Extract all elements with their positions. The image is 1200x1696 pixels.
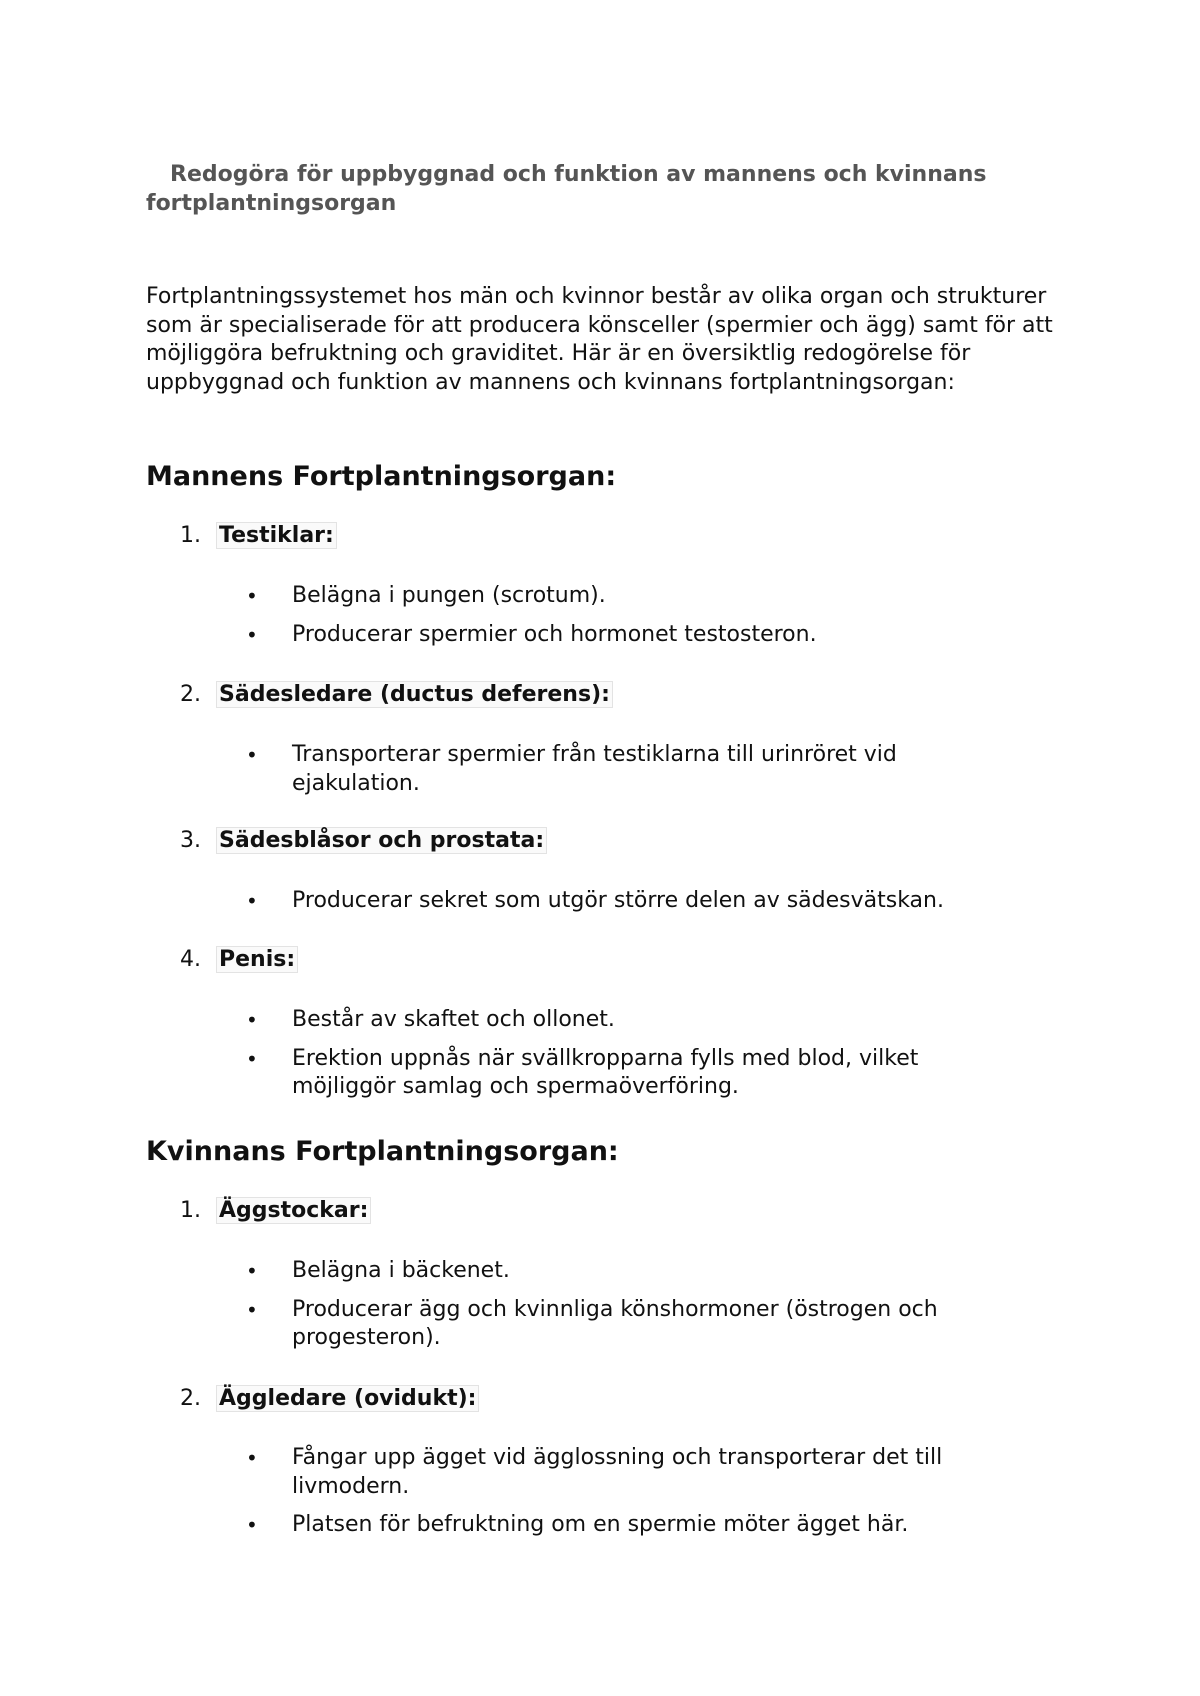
male-item-penis xyxy=(180,946,298,974)
male-item-penis-bullets xyxy=(246,1006,1006,1112)
list-item: • Består av skaftet och ollonet. xyxy=(246,1006,1006,1035)
list-item: • Erektion uppnås när svällkropparna fylls med blod, vilket möjliggör samlag och spermaöverföring. xyxy=(246,1045,1006,1102)
list-item: • Producerar ägg och kvinnliga könshormoner (östrogen och progesteron). xyxy=(246,1296,1006,1353)
male-item-sadesledare xyxy=(180,681,613,709)
list-item: • Transporterar spermier från testiklarna till urinröret vid ejakulation. xyxy=(246,741,1006,798)
male-item-sadesledare-bullets xyxy=(246,741,1006,808)
list-item: • Producerar sekret som utgör större delen av sädesvätskan. xyxy=(246,887,1006,916)
male-item-sadesblasor xyxy=(180,827,547,855)
female-heading: Kvinnans Fortplantningsorgan: xyxy=(146,1136,619,1167)
item-number: 1. xyxy=(180,523,201,548)
item-label: Äggstockar: xyxy=(216,1197,371,1224)
list-item: • Platsen för befruktning om en spermie möter ägget här. xyxy=(246,1511,1006,1540)
item-label: Sädesblåsor och prostata: xyxy=(216,827,547,854)
item-number: 2. xyxy=(180,682,201,707)
female-item-aggstockar xyxy=(180,1197,371,1225)
item-number: 3. xyxy=(180,828,201,853)
male-item-testiklar xyxy=(180,522,337,550)
intro-paragraph: Fortplantningssystemet hos män och kvinnor består av olika organ och strukturer som är specialiserade för att producera könsceller (spermier och ägg) samt för att möjliggöra befruktning och graviditet. Här är en översiktlig redogörelse för uppbyggnad och funktion av mannens och kvinnans fortplantningsorgan: xyxy=(146,284,1053,395)
document-title: Redogöra för uppbyggnad och funktion av mannens och kvinnans fortplantningsorgan xyxy=(146,162,987,216)
female-item-aggledare xyxy=(180,1385,479,1413)
male-item-sadesblasor-bullets xyxy=(246,887,1006,926)
male-heading: Mannens Fortplantningsorgan: xyxy=(146,461,617,492)
item-label: Penis: xyxy=(216,946,298,973)
list-item: • Fångar upp ägget vid ägglossning och transporterar det till livmodern. xyxy=(246,1444,1006,1501)
female-item-aggledare-bullets xyxy=(246,1444,1006,1550)
item-label: Testiklar: xyxy=(216,522,337,549)
item-label: Sädesledare (ductus deferens): xyxy=(216,681,613,708)
list-item: • Producerar spermier och hormonet testosteron. xyxy=(246,621,1006,650)
list-item: • Belägna i bäckenet. xyxy=(246,1257,1006,1286)
item-number: 2. xyxy=(180,1386,201,1411)
item-label: Äggledare (ovidukt): xyxy=(216,1385,479,1412)
list-item: • Belägna i pungen (scrotum). xyxy=(246,582,1006,611)
item-number: 1. xyxy=(180,1198,201,1223)
male-item-testiklar-bullets xyxy=(246,582,1006,659)
female-item-aggstockar-bullets xyxy=(246,1257,1006,1363)
item-number: 4. xyxy=(180,947,201,972)
